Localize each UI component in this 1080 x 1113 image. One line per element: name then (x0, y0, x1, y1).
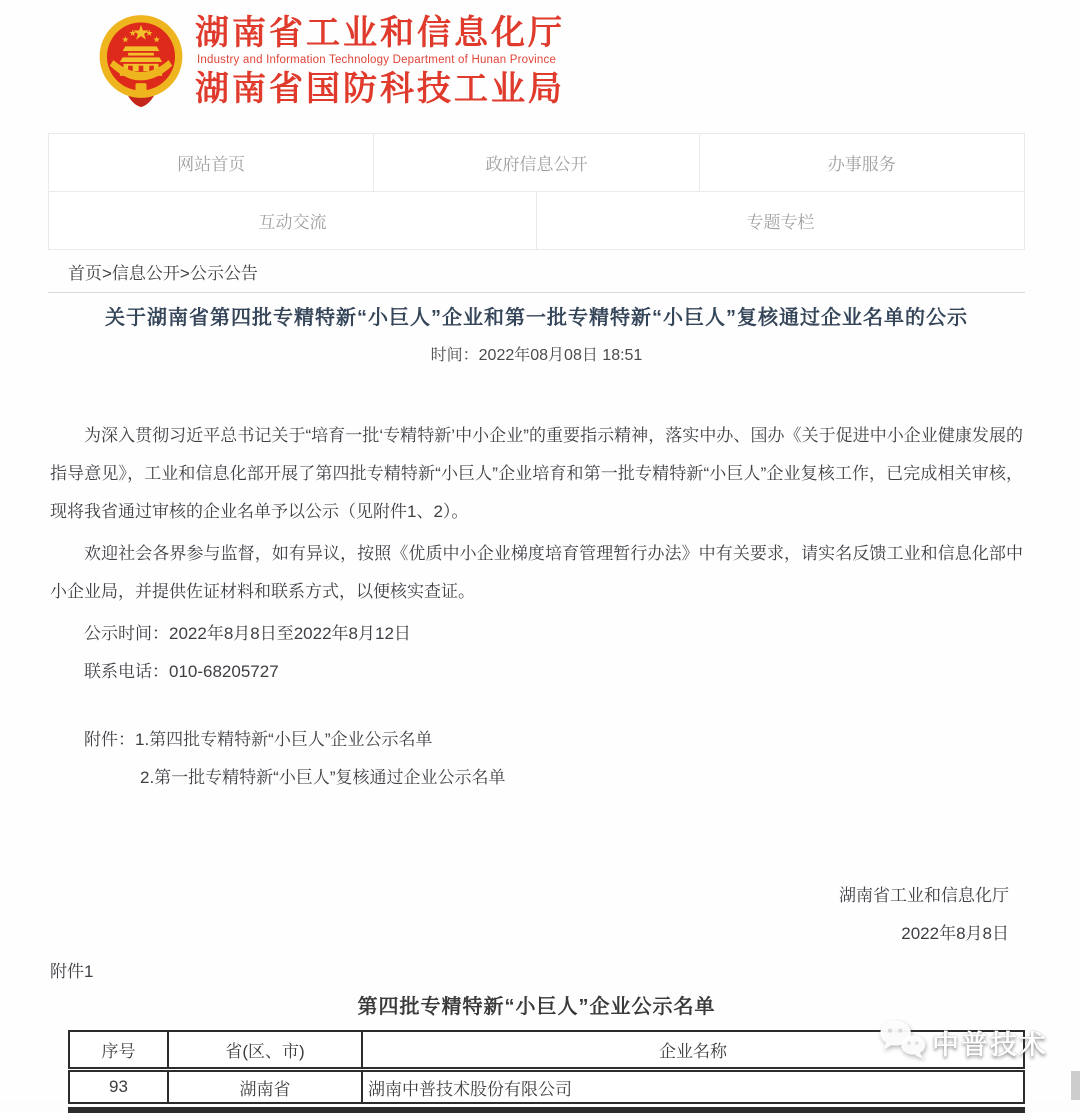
org-name-cn-1: 湖南省工业和信息化厅 (195, 14, 565, 52)
publicity-period: 公示时间：2022年8月8日至2022年8月12日 (84, 624, 411, 643)
paragraph-1: 为深入贯彻习近平总书记关于“培育一批‘专精特新’中小企业”的重要指示精神，落实中办、国办《关于促进中小企业健康发展的指导意见》，工业和信息化部开展了第四批专精特新“小巨人”企业培育和第一批专精特新“小巨人”企业复核工作，已完成相关审核，现将我省通过审核的企业名单予以公示（见附件1、2）。 (50, 426, 1023, 521)
signature-block (50, 877, 1023, 953)
nav-item-special-columns[interactable]: 专题专栏 (536, 192, 1024, 249)
paragraph-2: 欢迎社会各界参与监督，如有异议，按照《优质中小企业梯度培育管理暂行办法》中有关要求，请实名反馈工业和信息化部中小企业局，并提供佐证材料和联系方式，以便核实查证。 (50, 544, 1023, 601)
main-nav (48, 133, 1025, 250)
table-row (69, 1070, 1024, 1104)
corner-block (1071, 1071, 1080, 1100)
signature-date: 2022年8月8日 (901, 924, 1009, 943)
table-header-row (69, 1031, 1024, 1070)
national-emblem-icon (95, 12, 187, 117)
col-header-province: 省(区、市) (168, 1031, 362, 1070)
article-body (48, 417, 1025, 991)
contact-phone: 联系电话：010-68205727 (84, 662, 279, 681)
nav-item-home[interactable]: 网站首页 (177, 155, 246, 174)
annex-table (68, 1030, 1025, 1104)
annex-label: 附件1 (50, 962, 94, 981)
attachment-1: 附件：1.第四批专精特新“小巨人”企业公示名单 (84, 730, 433, 749)
cell-no: 93 (69, 1070, 168, 1104)
nav-row-2 (49, 191, 1024, 249)
signature-org: 湖南省工业和信息化厅 (839, 886, 1009, 905)
nav-item-interaction[interactable]: 互动交流 (258, 213, 327, 232)
cell-company: 湖南中普技术股份有限公司 (362, 1070, 1024, 1104)
col-header-company: 企业名称 (362, 1031, 1024, 1070)
nav-row-1 (49, 134, 1024, 191)
org-title-block (195, 14, 565, 108)
annex-table-title: 第四批专精特新“小巨人”企业公示名单 (357, 996, 716, 1018)
attachment-2: 2.第一批专精特新“小巨人”复核通过企业公示名单 (140, 768, 506, 787)
cell-province: 湖南省 (168, 1070, 362, 1104)
col-header-no: 序号 (69, 1031, 168, 1070)
org-name-en: Industry and Information Technology Department of Hunan Province (197, 54, 557, 66)
page-title: 关于湖南省第四批专精特新“小巨人”企业和第一批专精特新“小巨人”复核通过企业名单的公示 (105, 307, 968, 329)
site-header (48, 0, 1025, 133)
nav-item-gov-info[interactable]: 政府信息公开 (373, 134, 698, 191)
table-next-row-edge (68, 1107, 1025, 1113)
publish-time: 时间：2022年08月08日 18:51 (430, 347, 643, 364)
watermark-text: 中普技术 (932, 1029, 1048, 1060)
org-name-cn-2: 湖南省国防科技工业局 (195, 70, 565, 108)
breadcrumb[interactable]: 首页>信息公开>公示公告 (48, 250, 1025, 293)
nav-item-services[interactable]: 办事服务 (699, 134, 1024, 191)
